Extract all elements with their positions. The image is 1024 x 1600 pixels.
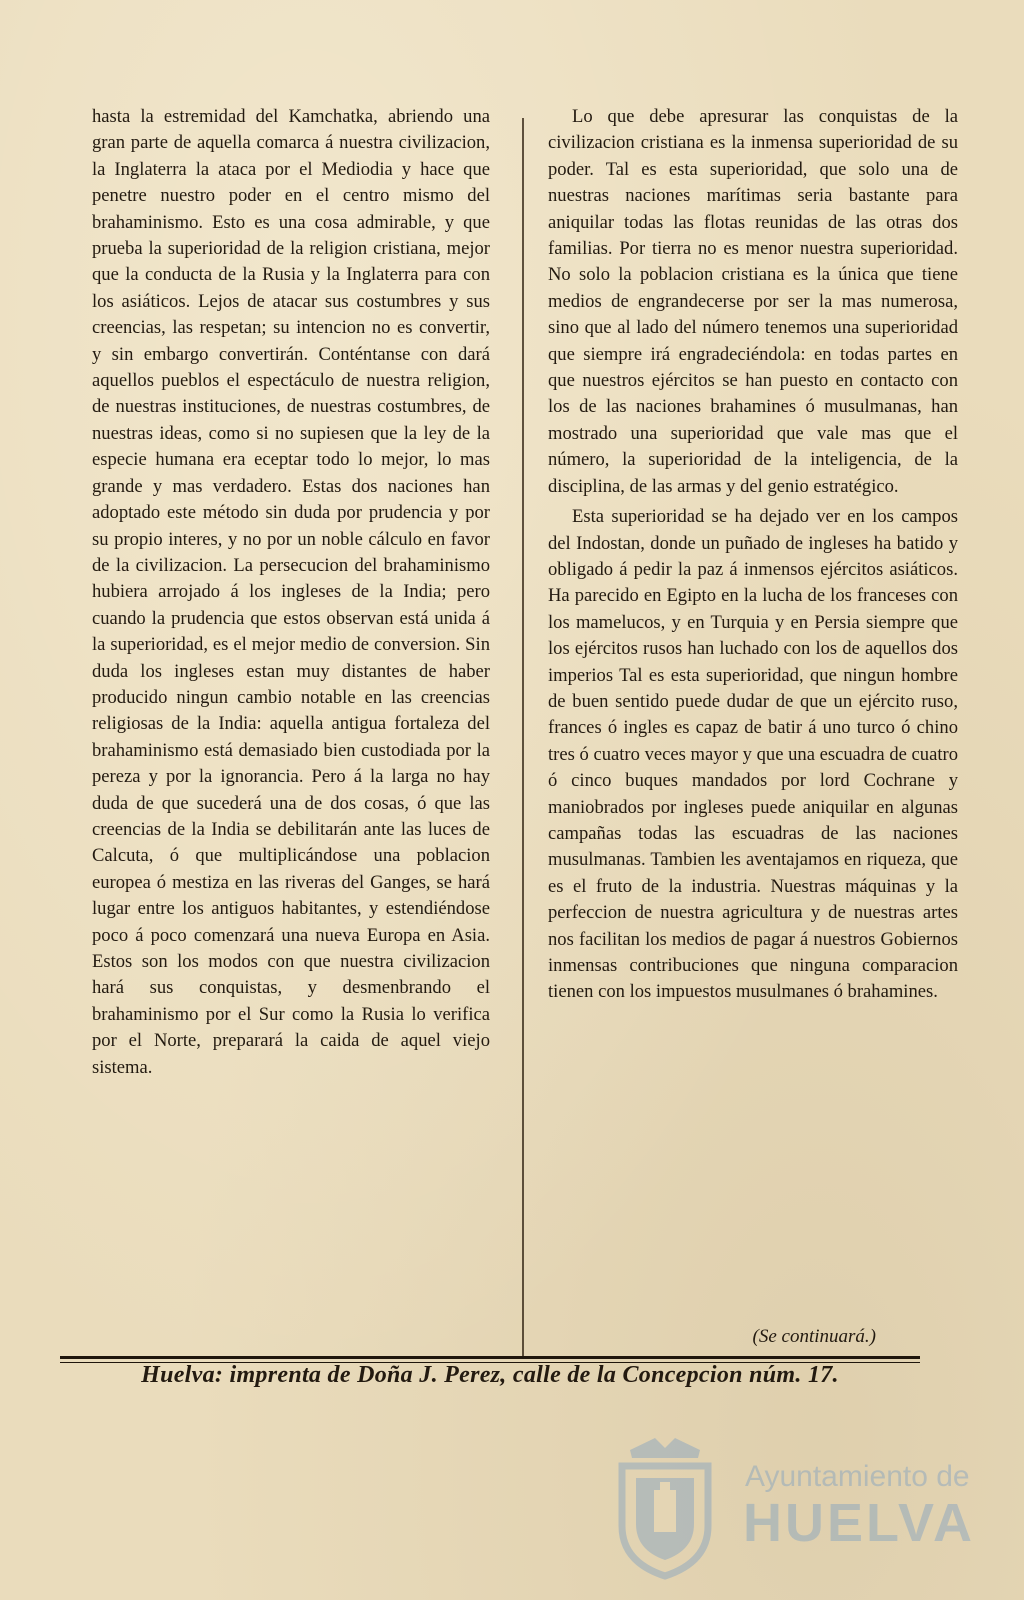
archive-watermark	[610, 1430, 990, 1580]
watermark-line-1: Ayuntamiento de	[745, 1460, 970, 1493]
right-column-paragraph-2: Esta superioridad se ha dejado ver en los campos del Indostan, donde un puñado de ingleses ha batido y obligado á pedir la paz á inmensos ejércitos asiáticos. Ha parecido en Egipto en la lucha de los franceses con los mamelucos, y en Turquia y en Persia siempre que los ejércitos rusos han luchado con los de aquellos dos imperios Tal es esta superioridad, que ningun hombre de buen sentido puede dudar de que un ejército ruso, frances ó ingles es capaz de batir á uno turco ó chino tres ó cuatro veces mayor y que una escuadra de cuatro ó cinco buques mandados por lord Cochrane y maniobrados por ingleses puede aniquilar en algunas campañas todas las escuadras de las naciones musulmanas. Tambien les aventajamos en riqueza, que es el fruto de la industria. Nuestras máquinas y la perfeccion de nuestra agricultura y de nuestras artes nos facilitan los medios de pagar á nuestros Gobiernos inmensas contribuciones que ninguna comparacion tienen con los impuestos musulmanes ó brahamines.	[548, 506, 958, 1003]
continued-note: (Se continuará.)	[752, 1326, 876, 1347]
left-column-paragraph: hasta la estremidad del Kamchatka, abriendo una gran parte de aquella comarca á nuestra civilizacion, la Inglaterra la ataca por el Mediodia y hace que penetre nuestro poder en el centro mismo del brahaminismo. Esto es una cosa admirable, y que prueba la superioridad de la religion cristiana, mejor que la conducta de la Rusia y la Inglaterra para con los asiáticos. Lejos de atacar sus costumbres y sus creencias, las respetan; su intencion no es convertir, y sin embargo convertirán. Conténtanse con dará aquellos pueblos el espectáculo de nuestra religion, de nuestras instituciones, de nuestras costumbres, de nuestras ideas, como si no supiesen que la ley de la especie humana era eceptar todo lo mejor, lo mas grande y mas verdadero. Estas dos naciones han adoptado este método sin duda por prudencia y por su propio interes, y no por un noble cálculo en favor de la civilizacion. La persecucion del brahaminismo hubiera arrojado á los ingleses de la India; pero cuando la prudencia que estos observan está unida á la superioridad, es el mejor medio de conversion. Sin duda los ingleses estan muy distantes de haber producido ningun cambio notable en las creencias religiosas de la India: aquella antigua fortaleza del brahaminismo está demasiado bien custodiada por la pereza y por la ignorancia. Pero á la larga no hay duda de que sucederá una de dos cosas, ó que las creencias de la India se debilitarán ante las luces de Calcuta, ó que multiplicándose una poblacion europea ó mestiza en las riveras del Ganges, se hará lugar entre los antiguos habitantes, y estendiéndose poco á poco comenzará una nueva Europa en Asia. Estos son los modos con que nuestra civilizacion hará sus conquistas, y desmenbrando el brahaminismo por el Sur como la Rusia lo verifica por el Norte, preparará la caida de aquel viejo sistema.	[92, 106, 490, 1078]
right-column-paragraph-1: Lo que debe apresurar las conquistas de la civilizacion cristiana es la inmensa superioridad de su poder. Tal es esta superioridad, que solo una de nuestras naciones marítimas seria bastante para aniquilar todas las flotas reunidas de las otras dos familias. Por tierra no es menor nuestra superioridad. No solo la poblacion cristiana es la única que tiene medios de engrandecerse por ser la mas numerosa, sino que al lado del número tenemos una superioridad que siempre irá engradeciéndola: en todas partes en que nuestros ejércitos se han puesto en contacto con los de las naciones brahamines ó musulmanas, han mostrado una superioridad que vale mas que el número, la superioridad de la inteligencia, de la disciplina, de las armas y del genio estratégico.	[548, 106, 958, 497]
imprint-rule	[60, 1356, 920, 1359]
left-column	[92, 104, 490, 1081]
coat-of-arms-icon	[610, 1430, 720, 1580]
printer-imprint: Huelva: imprenta de Doña J. Perez, calle de la Concepcion núm. 17.	[141, 1362, 839, 1388]
column-divider	[522, 118, 524, 1358]
watermark-line-2: HUELVA	[743, 1493, 975, 1553]
right-column	[548, 104, 958, 1006]
